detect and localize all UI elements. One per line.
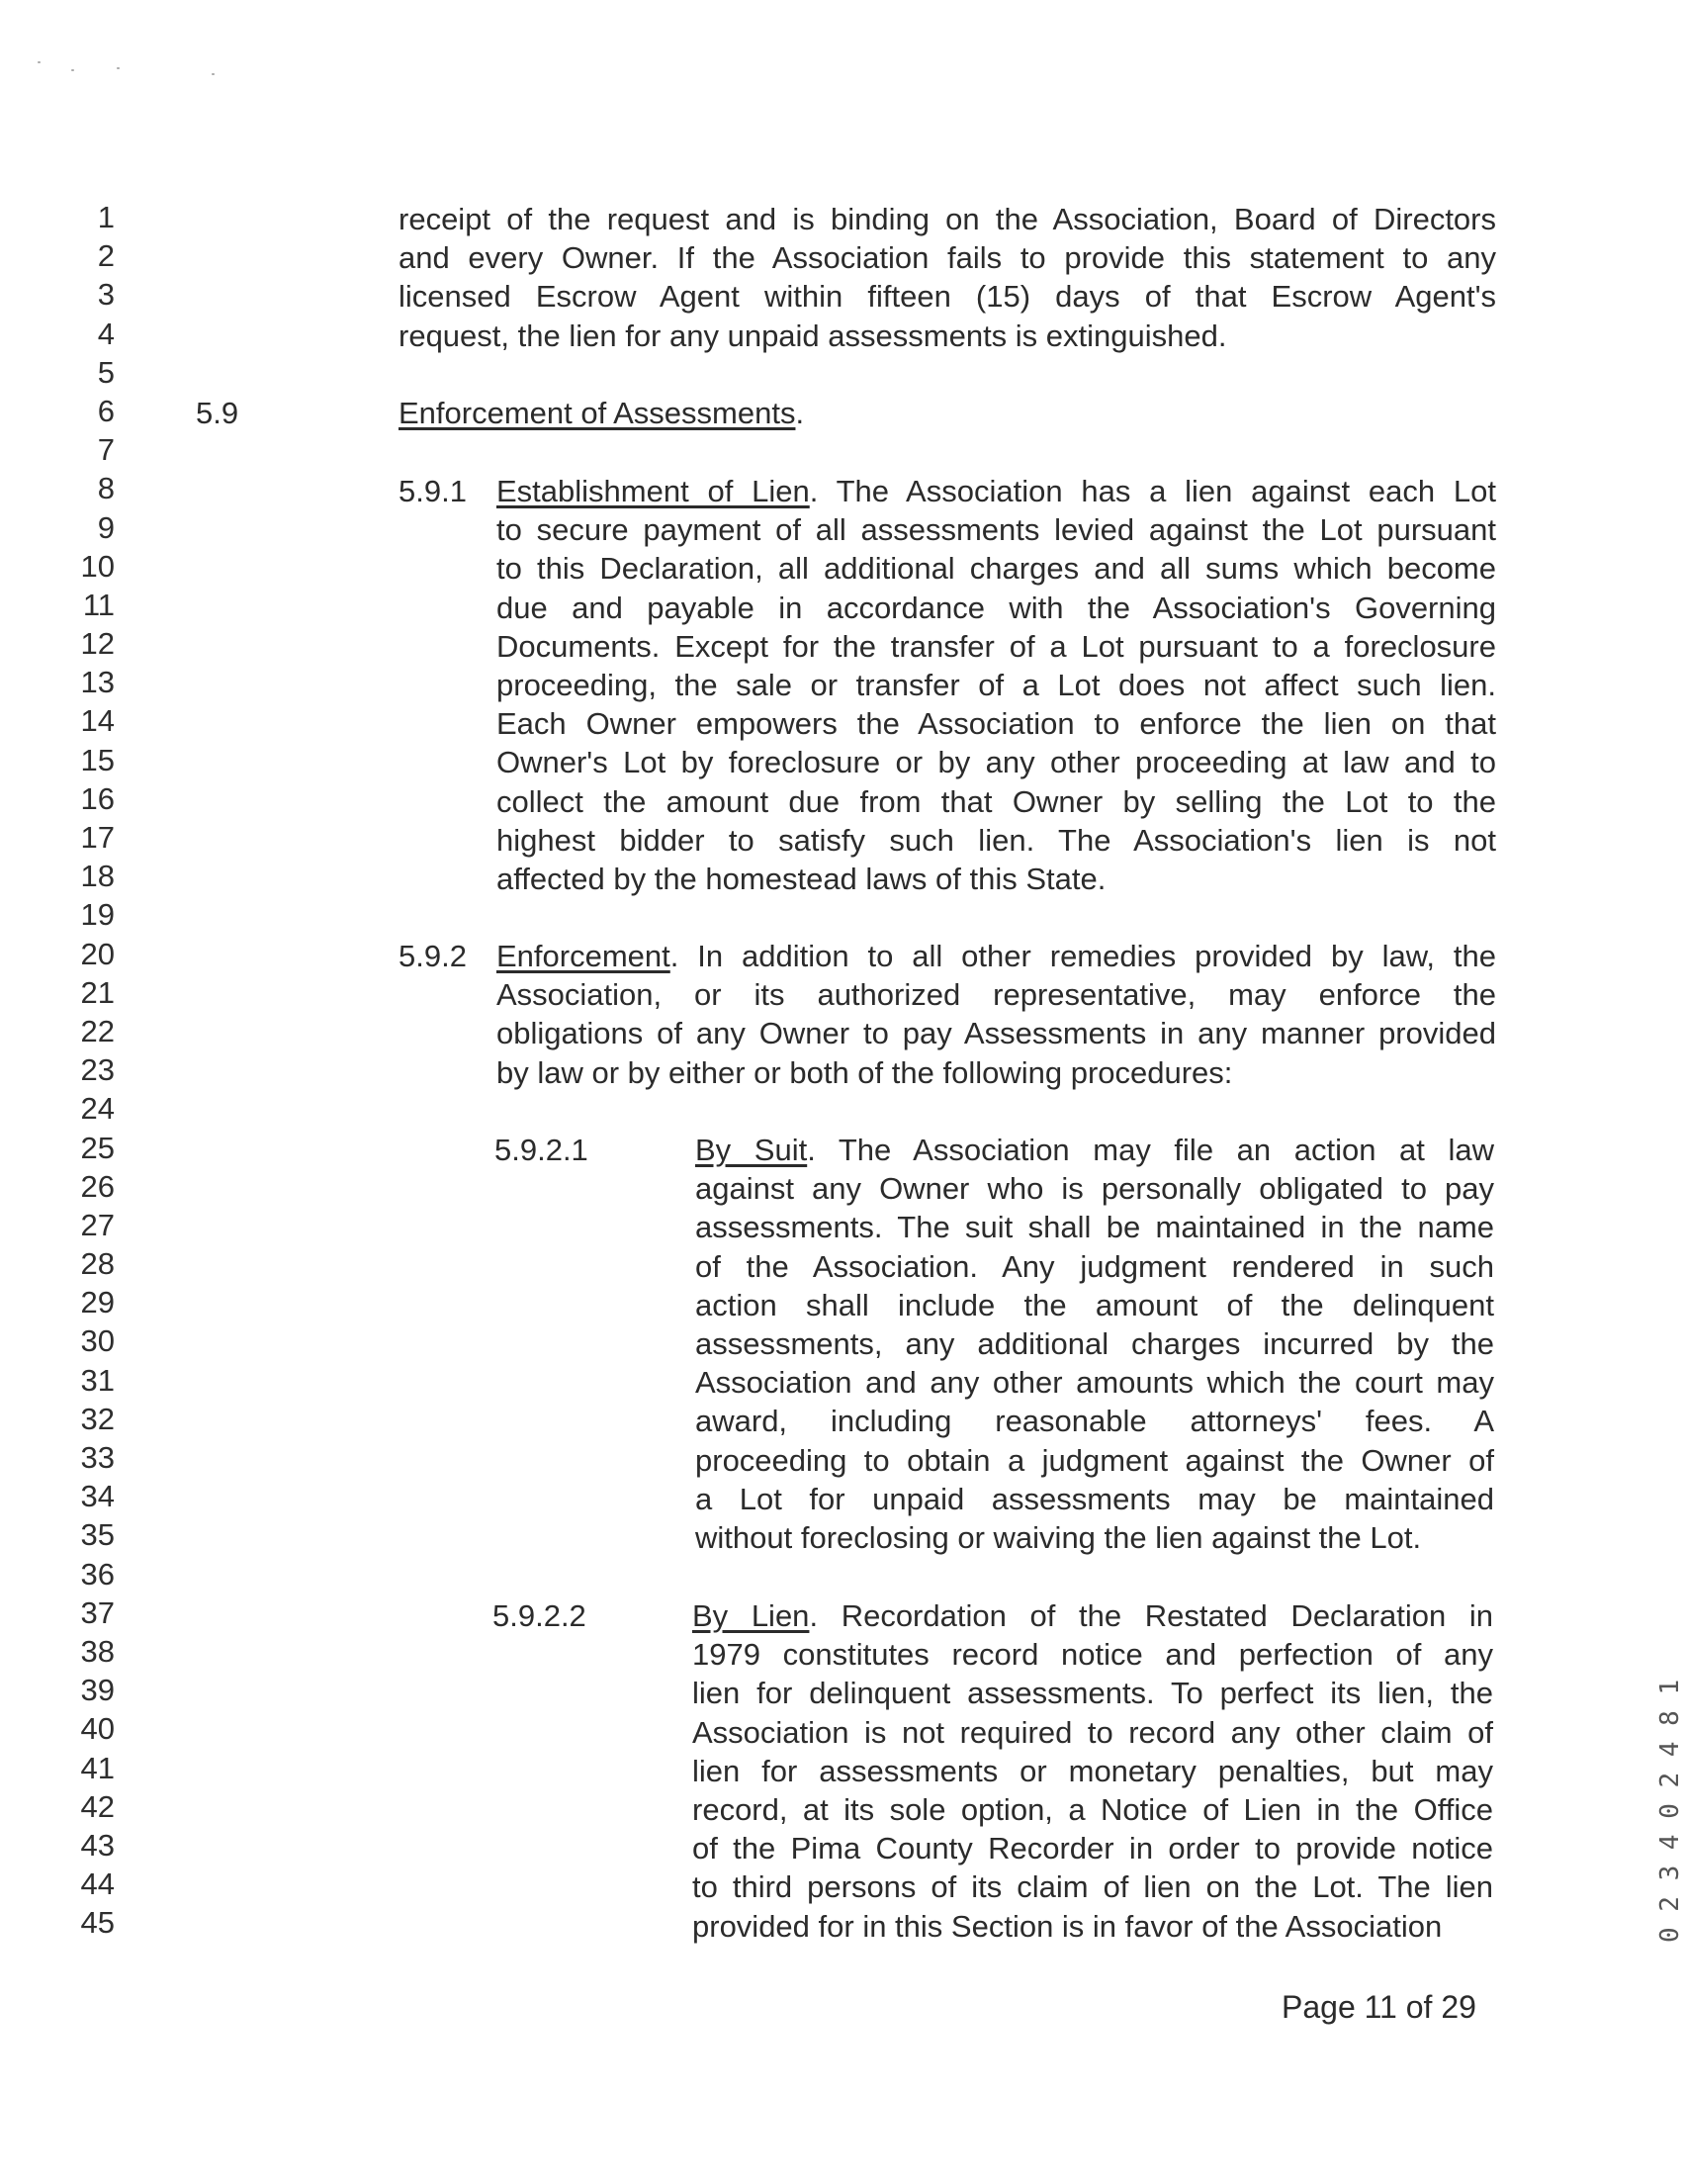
- text-line: [496, 937, 1496, 975]
- subsection-heading: Enforcement: [496, 939, 670, 973]
- line-number: 12: [80, 626, 115, 662]
- line-number: 23: [80, 1052, 115, 1088]
- section-number: 5.9: [196, 396, 239, 430]
- line-number: 40: [80, 1711, 115, 1747]
- line-number: 27: [80, 1207, 115, 1242]
- line-number: 42: [80, 1788, 115, 1824]
- line-number: 24: [80, 1091, 115, 1127]
- line-number: 3: [97, 277, 115, 313]
- text-line: 1979 constitutes record notice and perfection of any: [692, 1637, 1493, 1673]
- line-number: 34: [80, 1479, 115, 1514]
- line-number: 38: [80, 1633, 115, 1669]
- subsubsection-heading: By Lien: [692, 1598, 810, 1633]
- text-line: obligations of any Owner to pay Assessments in any manner provided: [496, 1016, 1496, 1051]
- subsection-5-9-2: [496, 937, 1496, 1092]
- text-line: lien for delinquent assessments. To perfect its lien, the: [692, 1676, 1493, 1711]
- line-number: 18: [80, 859, 115, 894]
- subsection-5-9-1: [496, 472, 1496, 898]
- line-number: 45: [80, 1905, 115, 1941]
- line-number: 37: [80, 1594, 115, 1630]
- line-number: 29: [80, 1285, 115, 1320]
- line-number: 28: [80, 1246, 115, 1282]
- line-number: 41: [80, 1750, 115, 1785]
- text-line: receipt of the request and is binding on the Association, Board of Directors: [399, 202, 1496, 236]
- line-number: 14: [80, 703, 115, 739]
- line-number: 39: [80, 1673, 115, 1708]
- line-number: 7: [97, 432, 115, 468]
- text-line: highest bidder to satisfy such lien. The Association's lien is not: [496, 822, 1496, 858]
- scan-speck: [117, 67, 120, 69]
- text-line: Association is not required to record any other claim of: [692, 1714, 1493, 1750]
- text-line: provided for in this Section is in favor of the Association: [692, 1908, 1443, 1944]
- line-number: 32: [80, 1401, 115, 1436]
- line-number: 36: [80, 1556, 115, 1592]
- text-line: award, including reasonable attorneys' fees. A: [695, 1404, 1494, 1439]
- text-line: without foreclosing or waiving the lien against the Lot.: [695, 1520, 1422, 1556]
- line-number: 4: [97, 316, 115, 351]
- line-number: 15: [80, 742, 115, 777]
- text-line: a Lot for unpaid assessments may be maintained: [695, 1481, 1494, 1516]
- section-title-suffix: .: [795, 396, 805, 430]
- text-line: of the Association. Any judgment rendered in such: [695, 1248, 1494, 1284]
- subsubsection-5-9-2-2: [692, 1596, 1493, 1946]
- text-line: proceeding, the sale or transfer of a Lot does not affect such lien.: [496, 668, 1496, 703]
- line-number: 30: [80, 1323, 115, 1359]
- line-number: 26: [80, 1168, 115, 1204]
- text-line: to secure payment of all assessments levied against the Lot pursuant: [496, 512, 1496, 548]
- text-line: Association and any other amounts which the court may: [695, 1365, 1494, 1401]
- line-number: 43: [80, 1827, 115, 1863]
- subsection-heading: Establishment of Lien: [496, 474, 810, 508]
- subsubsection-number: 5.9.2.1: [494, 1133, 588, 1167]
- text-line: [496, 472, 1496, 510]
- scan-speck: [212, 73, 215, 75]
- line-number: 31: [80, 1362, 115, 1398]
- subsection-number: 5.9.1: [399, 474, 467, 508]
- line-number: 10: [80, 548, 115, 584]
- line-number: 9: [97, 509, 115, 545]
- text-line: and every Owner. If the Association fails to provide this statement to any: [399, 240, 1496, 276]
- text-line: assessments, any additional charges incurred by the: [695, 1326, 1494, 1362]
- section-heading: [399, 394, 804, 432]
- line-number-column: [40, 198, 115, 1942]
- line-number: 8: [97, 471, 115, 506]
- text-line: action shall include the amount of the delinquent: [695, 1287, 1494, 1322]
- recording-stamp: [1630, 1577, 1685, 1943]
- line-number: 1: [97, 200, 115, 234]
- scan-speck: [71, 69, 74, 71]
- line-number: 35: [80, 1517, 115, 1553]
- text-line: request, the lien for any unpaid assessments is extinguished.: [399, 318, 1227, 353]
- line-number: 6: [97, 393, 115, 428]
- text-line: assessments. The suit shall be maintained in the name: [695, 1210, 1494, 1245]
- line-number: 2: [97, 238, 115, 274]
- line-number: 16: [80, 780, 115, 816]
- text-run: . Recordation of the Restated Declaration in: [809, 1598, 1493, 1633]
- line-number: 5: [97, 354, 115, 390]
- line-number: 20: [80, 936, 115, 971]
- text-line: by law or by either or both of the following procedures:: [496, 1054, 1233, 1090]
- text-line: Documents. Except for the transfer of a Lot pursuant to a foreclosure: [496, 628, 1496, 664]
- text-line: against any Owner who is personally obligated to pay: [695, 1171, 1494, 1207]
- subsection-number: 5.9.2: [399, 939, 467, 973]
- text-run: . In addition to all other remedies provided by law, the: [669, 939, 1496, 973]
- line-number: 44: [80, 1866, 115, 1902]
- line-number: 21: [80, 974, 115, 1010]
- line-number: 33: [80, 1440, 115, 1475]
- text-line: [692, 1596, 1493, 1635]
- text-line: affected by the homestead laws of this State.: [496, 862, 1107, 897]
- line-number: 22: [80, 1013, 115, 1048]
- text-line: lien for assessments or monetary penalties, but may: [692, 1753, 1493, 1788]
- section-title: Enforcement of Assessments: [399, 396, 796, 430]
- text-line: proceeding to obtain a judgment against the Owner of: [695, 1442, 1494, 1478]
- text-line: licensed Escrow Agent within fifteen (15) days of that Escrow Agent's: [399, 279, 1496, 315]
- text-line: of the Pima County Recorder in order to provide notice: [692, 1831, 1493, 1866]
- text-line: Association, or its authorized representative, may enforce the: [496, 977, 1496, 1013]
- subsubsection-5-9-2-1: [695, 1131, 1494, 1557]
- line-number: 19: [80, 897, 115, 933]
- line-number: 11: [82, 587, 115, 622]
- line-number: 25: [80, 1130, 115, 1165]
- text-line: to this Declaration, all additional charges and all sums which become: [496, 551, 1496, 587]
- page-number: Page 11 of 29: [1282, 1989, 1476, 2025]
- scan-speck: [38, 61, 41, 63]
- text-line: Owner's Lot by foreclosure or by any other proceeding at law and to: [496, 745, 1496, 780]
- text-line: collect the amount due from that Owner by selling the Lot to the: [496, 783, 1496, 819]
- text-run: . The Association may file an action at law: [807, 1133, 1495, 1167]
- text-line: [695, 1131, 1494, 1169]
- text-line: to third persons of its claim of lien on the Lot. The lien: [692, 1869, 1493, 1905]
- intro-paragraph: [399, 200, 1496, 355]
- text-line: record, at its sole option, a Notice of Lien in the Office: [692, 1792, 1493, 1828]
- text-line: due and payable in accordance with the Association's Governing: [496, 590, 1496, 625]
- recording-stamp-text: 0 2 3 4 0 2 4 8 1: [1655, 1679, 1685, 1943]
- subsubsection-number: 5.9.2.2: [492, 1598, 586, 1633]
- subsubsection-heading: By Suit: [695, 1133, 808, 1167]
- line-number: 13: [80, 665, 115, 700]
- line-number: 17: [80, 820, 115, 855]
- text-run: . The Association has a lien against each Lot: [809, 474, 1496, 508]
- text-line: Each Owner empowers the Association to enforce the lien on that: [496, 706, 1496, 742]
